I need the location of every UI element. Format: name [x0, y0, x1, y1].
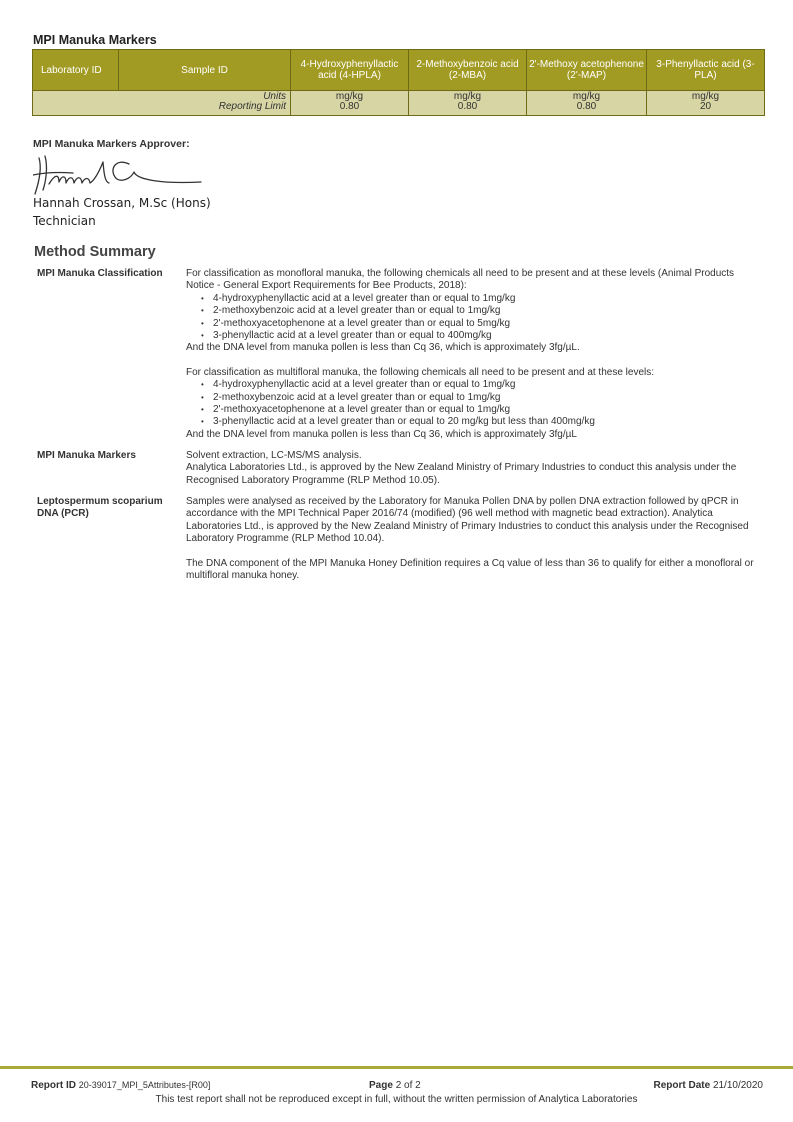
markers-header-row — [33, 50, 765, 91]
header-4-hpla-line: (4-HPLA) — [339, 70, 381, 81]
reporting-limit-value: 0.80 — [339, 101, 360, 112]
header-2-mba — [409, 50, 527, 91]
method-summary-title: Method Summary — [34, 244, 156, 260]
header-3-pla-line: 3-Phenyllactic acid — [656, 59, 740, 70]
pla-units-limit-cell — [647, 91, 765, 116]
map-units-limit-cell — [527, 91, 647, 116]
list-item: • 2-methoxybenzoic acid at a level greater than or equal to 1mg/kg — [186, 305, 764, 317]
unit-value: mg/kg — [453, 91, 482, 102]
header-2-map-line: 2'-Methoxy — [529, 59, 578, 70]
header-2-mba-line: 2-Methoxybenzoic acid — [416, 59, 519, 70]
header-4-hpla-line: acid — [318, 70, 337, 81]
approver-heading: MPI Manuka Markers Approver: — [33, 138, 190, 150]
classification-body — [186, 268, 764, 441]
markers-table — [32, 49, 765, 116]
list-item: • 2-methoxybenzoic acid at a level greater than or equal to 1mg/kg — [186, 392, 764, 404]
header-4-hpla — [291, 50, 409, 91]
units-row-label: Units — [263, 91, 286, 102]
approver-name: Hannah Crossan, M.Sc (Hons) — [33, 196, 211, 210]
monofloral-dna-text: And the DNA level from manuka pollen is less than Cq 36, which is approximately 3fg/µL. — [186, 342, 580, 354]
dna-method-paragraph: Samples were analysed as received by the Laboratory for Manuka Pollen DNA by pollen DNA extraction followed by qPCR in accordance with the MPI Technical Paper 2016/74 (modified) (96 well method with magnetic bead extraction). Analytica Laboratories Ltd., is approved by the New Zealand Ministry of Primary Industries to conduct this analysis under the Recognised Laboratory Programme (RLP Method 10.04). — [186, 496, 749, 545]
header-2-map-line: acetophenone — [580, 59, 644, 70]
markers-approval-text: Analytica Laboratories Ltd., is approved by the New Zealand Ministry of Primary Industries to conduct this analysis under the Recognised Laboratory Programme (RLP Method 10.05). — [186, 462, 737, 486]
footer-divider — [0, 1066, 793, 1069]
page-number — [369, 1080, 421, 1091]
header-laboratory-id: Laboratory ID — [33, 50, 119, 91]
multifloral-criteria-list — [186, 379, 764, 429]
markers-method-line: Solvent extraction, LC-MS/MS analysis. — [186, 450, 362, 461]
report-id-value: 20-39017_MPI_5Attributes-[R00] — [78, 1080, 211, 1090]
reporting-limit-value: 0.80 — [576, 101, 597, 112]
report-date-value: 21/10/2020 — [712, 1080, 763, 1091]
approver-role: Technician — [33, 214, 96, 228]
header-4-hpla-line: 4-Hydroxyphenyllactic — [300, 59, 399, 70]
list-item: • 3-phenyllactic acid at a level greater than or equal to 400mg/kg — [186, 330, 764, 342]
hpla-units-limit-cell — [291, 91, 409, 116]
page-label: Page — [369, 1080, 393, 1091]
dna-definition-paragraph: The DNA component of the MPI Manuka Honey Definition requires a Cq value of less than 36 to qualify for either a monofloral or multifloral manuka honey. — [186, 557, 754, 582]
markers-method-body — [186, 450, 764, 487]
multifloral-dna-text: And the DNA level from manuka pollen is less than Cq 36, which is approximately 3fg/µL — [186, 428, 577, 440]
row-labels-cell — [33, 91, 291, 116]
report-id — [31, 1080, 210, 1091]
list-item: • 2'-methoxyacetophenone at a level greater than or equal to 1mg/kg — [186, 404, 764, 416]
header-3-pla-line: (3-PLA) — [694, 59, 755, 81]
monofloral-intro: For classification as monofloral manuka, the following chemicals all need to be present and at these levels (Animal Products Notice - General Export Requirements for Bee Products, 2018): — [186, 268, 735, 292]
reporting-limit-value: 0.80 — [457, 101, 478, 112]
header-3-pla — [647, 50, 765, 91]
header-2-map — [527, 50, 647, 91]
dna-method-body — [186, 496, 764, 582]
reporting-limit-value: 20 — [699, 101, 712, 112]
classification-label: MPI Manuka Classification — [37, 268, 163, 279]
header-sample-id: Sample ID — [119, 50, 291, 91]
report-date-label: Report Date — [653, 1080, 711, 1091]
markers-title: MPI Manuka Markers — [33, 33, 157, 47]
list-item: • 2'-methoxyacetophenone at a level greater than or equal to 5mg/kg — [186, 318, 764, 330]
page-value: 2 of 2 — [395, 1080, 421, 1091]
markers-method-label: MPI Manuka Markers — [37, 450, 136, 461]
signature-image — [33, 150, 203, 198]
reporting-limit-row-label: Reporting Limit — [218, 101, 286, 112]
unit-value: mg/kg — [335, 91, 364, 102]
list-item: • 4-hydroxyphenyllactic acid at a level greater than or equal to 1mg/kg — [186, 293, 764, 305]
monofloral-criteria-list — [186, 293, 764, 343]
multifloral-intro: For classification as multifloral manuka, the following chemicals all need to be present and at these levels: — [186, 366, 655, 378]
report-id-label: Report ID — [31, 1080, 76, 1091]
mba-units-limit-cell — [409, 91, 527, 116]
header-2-mba-line: (2-MBA) — [448, 70, 487, 81]
header-2-map-line: (2'-MAP) — [566, 70, 607, 81]
unit-value: mg/kg — [572, 91, 601, 102]
list-item: • 4-hydroxyphenyllactic acid at a level greater than or equal to 1mg/kg — [186, 379, 764, 391]
unit-value: mg/kg — [691, 91, 720, 102]
list-item: • 3-phenyllactic acid at a level greater than or equal to 20 mg/kg but less than 400mg/kg — [186, 416, 764, 428]
dna-method-label: Leptospermum scoparium DNA (PCR) — [37, 496, 163, 519]
footer-disclaimer: This test report shall not be reproduced except in full, without the written permission of Analytica Laboratories — [155, 1094, 638, 1105]
report-date — [653, 1080, 763, 1091]
units-limit-row — [33, 91, 765, 116]
